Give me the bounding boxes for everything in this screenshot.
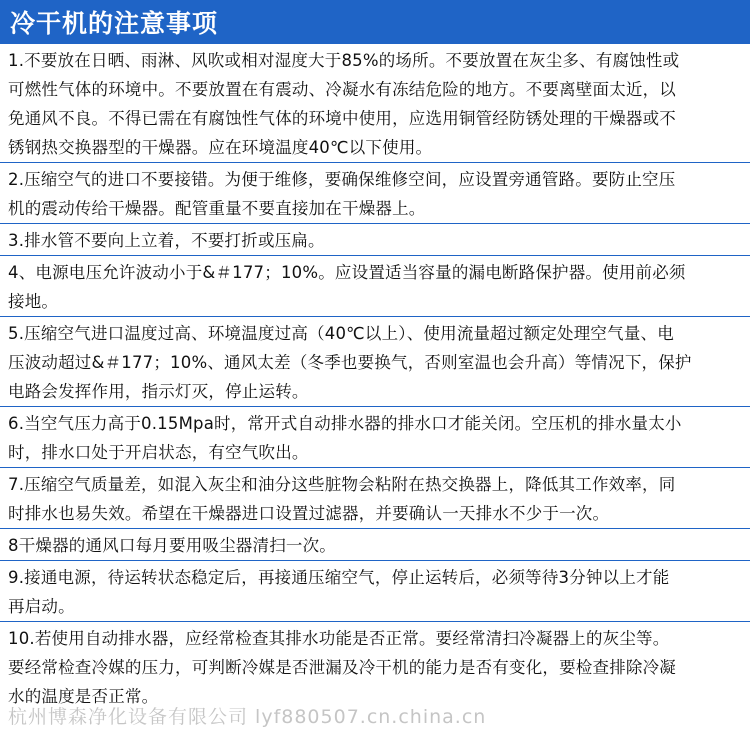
list-item — [0, 622, 750, 711]
list-item — [0, 224, 750, 256]
item-line: 接地。 — [8, 292, 59, 311]
list-item — [0, 44, 750, 163]
list-item — [0, 256, 750, 317]
item-line: 可燃性气体的环境中。不要放置在有震动、冷凝水有冻结危险的地方。不要离壁面太近，以 — [8, 80, 676, 99]
item-line: 电路会发挥作用，指示灯灭，停止运转。 — [8, 382, 309, 401]
item-line: 9.接通电源，待运转状态稳定后，再接通压缩空气，停止运转后，必须等待3分钟以上才能 — [8, 568, 670, 587]
list-item — [0, 561, 750, 622]
item-line: 2.压缩空气的进口不要接错。为便于维修，要确保维修空间，应设置旁通管路。要防止空压 — [8, 170, 676, 189]
notes-list — [0, 44, 750, 711]
item-line: 8干燥器的通风口每月要用吸尘器清扫一次。 — [8, 536, 336, 555]
title-bar — [0, 0, 750, 44]
list-item — [0, 529, 750, 561]
item-line: 锈钢热交换器型的干燥器。应在环境温度40℃以下使用。 — [8, 138, 433, 157]
list-item — [0, 317, 750, 407]
item-line: 6.当空气压力高于0.15Mpa时，常开式自动排水器的排水口才能关闭。空压机的排水量太小 — [8, 414, 682, 433]
watermark: 杭州博森净化设备有限公司 lyf880507.cn.china.cn — [8, 706, 487, 728]
item-line: 10.若使用自动排水器，应经常检查其排水功能是否正常。要经常清扫冷凝器上的灰尘等。 — [8, 629, 670, 648]
item-line: 1.不要放在日晒、雨淋、风吹或相对湿度大于85%的场所。不要放置在灰尘多、有腐蚀性或 — [8, 51, 680, 70]
item-line: 4、电源电压允许波动小于&＃177；10%。应设置适当容量的漏电断路保护器。使用前必须 — [8, 263, 686, 282]
item-line: 7.压缩空气质量差，如混入灰尘和油分这些脏物会粘附在热交换器上，降低其工作效率，同 — [8, 475, 676, 494]
item-line: 5.压缩空气进口温度过高、环境温度过高（40℃以上）、使用流量超过额定处理空气量、电 — [8, 324, 674, 343]
item-line: 时排水也易失效。希望在干燥器进口设置过滤器，并要确认一天排水不少于一次。 — [8, 504, 610, 523]
list-item — [0, 163, 750, 224]
item-line: 3.排水管不要向上立着，不要打折或压扁。 — [8, 231, 325, 250]
item-line: 免通风不良。不得已需在有腐蚀性气体的环境中使用，应选用铜管经防锈处理的干燥器或不 — [8, 109, 676, 128]
page-title: 冷干机的注意事项 — [10, 9, 219, 38]
item-line: 要经常检查冷媒的压力，可判断冷媒是否泄漏及冷干机的能力是否有变化，要检查排除冷凝 — [8, 658, 676, 677]
item-line: 时，排水口处于开启状态，有空气吹出。 — [8, 443, 309, 462]
item-line: 压波动超过&＃177；10%、通风太差（冬季也要换气，否则室温也会升高）等情况下，保护 — [8, 353, 692, 372]
list-item — [0, 468, 750, 529]
item-line: 水的温度是否正常。 — [8, 687, 159, 706]
item-line: 机的震动传给干燥器。配管重量不要直接加在干燥器上。 — [8, 199, 426, 218]
item-line: 再启动。 — [8, 597, 75, 616]
list-item — [0, 407, 750, 468]
